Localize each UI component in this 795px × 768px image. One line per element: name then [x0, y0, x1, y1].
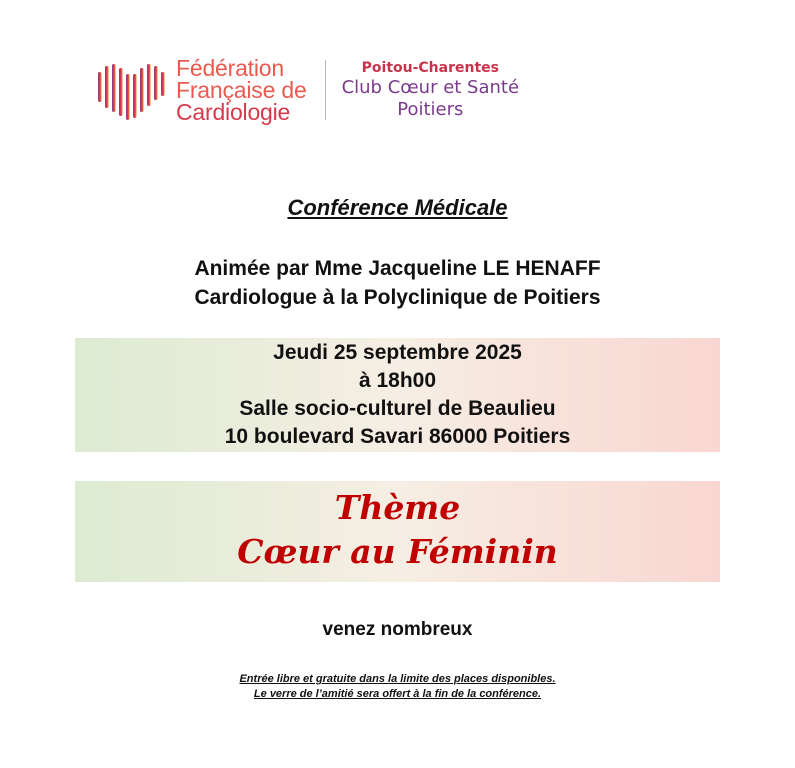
theme-subject: Cœur au Féminin: [237, 532, 558, 571]
club-region: Poitou-Charentes: [361, 60, 499, 76]
ffc-logo-text: [176, 57, 307, 123]
club-logo-text: [342, 59, 520, 121]
speaker-block: [0, 254, 795, 312]
event-time: à 18h00: [358, 369, 437, 392]
theme-band: [75, 481, 720, 582]
speaker-name: Animée par Mme Jacqueline LE HENAFF: [194, 257, 601, 280]
footer-line-2: Le verre de l’amitié sera offert à la fin de la conférence.: [253, 688, 542, 700]
theme-label: Thème: [334, 488, 461, 527]
speaker-role: Cardiologue à la Polyclinique de Poitiers: [194, 286, 601, 309]
heart-logo-icon: [96, 58, 168, 122]
footer-line-1: Entrée libre et gratuite dans la limite des places disponibles.: [239, 673, 556, 685]
event-info-band: [75, 338, 720, 452]
footer-note: [0, 672, 795, 702]
ffc-line-3: Cardiologie: [176, 99, 291, 125]
logo-divider: [325, 60, 326, 120]
header-logos: [96, 52, 519, 128]
ffc-line-1: Fédération: [176, 55, 284, 81]
conference-title: Conférence Médicale: [287, 195, 508, 220]
invite-text: venez nombreux: [322, 619, 473, 640]
event-venue: Salle socio-culturel de Beaulieu: [239, 397, 556, 420]
event-address: 10 boulevard Savari 86000 Poitiers: [224, 425, 571, 448]
club-name: Club Cœur et Santé: [341, 77, 520, 98]
event-date: Jeudi 25 septembre 2025: [273, 341, 522, 364]
ffc-line-2: Française de: [176, 77, 307, 103]
club-city: Poitiers: [397, 99, 464, 120]
